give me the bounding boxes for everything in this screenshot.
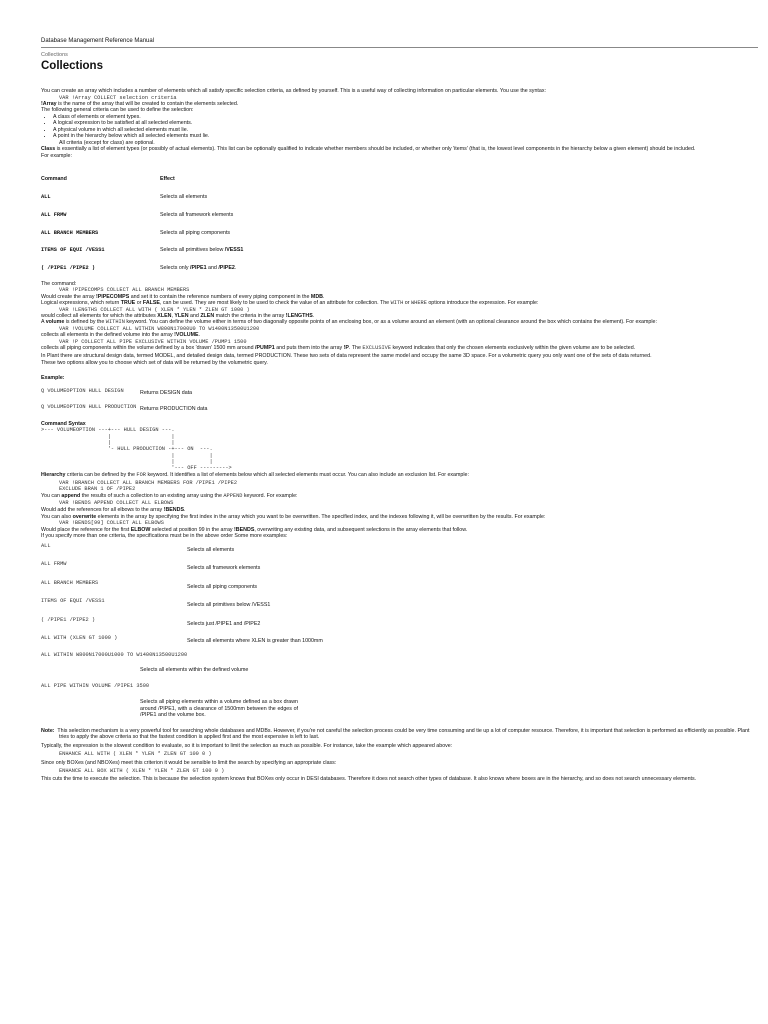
order-paragraph: If you specify more than one criteria, the specifications must be in the above order Some more examples: bbox=[41, 533, 288, 540]
example-desc: Selects all piping components bbox=[187, 583, 258, 590]
table-cell-effect: Selects only /PIPE1 and /PIPE2. bbox=[160, 265, 237, 272]
vol-example-desc: Returns DESIGN data bbox=[140, 389, 193, 396]
hierarchy-paragraph: Hierarchy criteria can be defined by the FOR keyword. It identifies a list of elements below which all selected elements must occur. You can also include an exclusion list. For example: bbox=[41, 471, 469, 478]
table-cell-command: ALL BRANCH MEMBERS bbox=[41, 229, 99, 236]
examples-table bbox=[41, 543, 758, 645]
boxes-paragraph: Since only BOXes (and NBOXes) meet this criterion it would be sensible to limit the search by specifying an appropriate class: bbox=[41, 759, 337, 766]
for-example: For example: bbox=[41, 152, 72, 159]
syntax-diagram: >--- VOLUMEOPTION ---+--- HULL DESIGN ---. | | | | '- HULL PRODUCTION -+--- ON ---. | | | | '--- OFF ---------> bbox=[41, 427, 232, 472]
volume-paragraph: A volume is defined by the WITHIN keyword. You can define the volume either in terms of two diagonally opposite points of an enclosing box, or as a volume around an element (with an optional clearance around the box which contains the element). For example: bbox=[41, 319, 657, 326]
vol-example-row bbox=[41, 388, 758, 397]
table-cell-effect: Selects all piping components bbox=[160, 229, 231, 236]
vol-example-desc: Returns PRODUCTION data bbox=[140, 406, 208, 413]
within-example-desc: Selects all elements within the defined volume bbox=[140, 667, 249, 674]
volume-collect-paragraph: collects all elements in the defined volume into the array !VOLUME. bbox=[41, 332, 201, 339]
page-title: Collections bbox=[41, 60, 103, 72]
syntax-code: VAR !Array COLLECT selection criteria bbox=[59, 94, 177, 101]
example-desc: Selects all primitives below /VESS1 bbox=[187, 602, 271, 609]
example-label: Example: bbox=[41, 375, 65, 382]
code-enhance: ENHANCE ALL WITH ( XLEN * YLEN * ZLEN GT 100 0 ) bbox=[59, 751, 212, 758]
example-desc: Selects just /PIPE1 and /PIPE2 bbox=[187, 620, 261, 627]
pipe-example-cmd: ALL PIPE WITHIN VOLUME /PIPE1 3500 bbox=[41, 682, 150, 689]
table-cell-command: ALL bbox=[41, 194, 51, 201]
note-label: Note: bbox=[41, 727, 55, 734]
table-cell-effect: Selects all framework elements bbox=[160, 211, 234, 218]
criteria-intro: The following general criteria can be used to define the selection: bbox=[41, 107, 194, 114]
exclusive-paragraph: collects all piping components within the volume defined by a box 'drawn' 1500 mm around /PUMP1 and puts them into the array !P. The EXCLUSIVE keyword indicates that only the chosen elements exclusively within the given volume are to be selected. bbox=[41, 344, 636, 351]
vol-example-row bbox=[41, 404, 758, 413]
array-term: !Array bbox=[41, 100, 57, 107]
cuts-time-paragraph: This cuts the time to execute the selection. This is because the selection system knows that BOXes only occur in DESI databases. Therefore it does not search other types of database. It also knows where boxes are in the hierarchy, and so does not search unnecessary elements. bbox=[41, 776, 697, 783]
section-breadcrumb: Collections bbox=[41, 52, 68, 58]
table-cell-effect: Selects all primitives below /VESS1 bbox=[160, 247, 244, 254]
command-table bbox=[41, 176, 758, 271]
vol-example-cmd: Q VOLUMEOPTION HULL PRODUCTION bbox=[41, 404, 137, 411]
pipecomps-paragraph: Would create the array !PIPECOMPS and set it to contain the reference numbers of every piping component in the MDB. bbox=[41, 293, 325, 300]
elbow-paragraph: Would place the reference for the first ELBOW selected at position 99 in the array !BENDS, overwriting any existing data, and subsequent selections in the array elements that follow. bbox=[41, 526, 468, 533]
example-desc: Selects all elements where XLEN is greater than 1000mm bbox=[187, 638, 323, 645]
list-item: • A logical expression to be satisfied at all selected elements. bbox=[53, 120, 758, 127]
criteria-list bbox=[41, 114, 758, 140]
code-overwrite: VAR !BENDS[99] COLLECT ALL ELBOWS bbox=[59, 520, 164, 527]
example-cmd: ( /PIPE1 /PIPE2 ) bbox=[41, 616, 96, 623]
note-paragraph bbox=[41, 728, 758, 741]
expression-paragraph: Typically, the expression is the slowest condition to evaluate, so it is important to limit the selection as much as possible. For instance, take the example which appeared above: bbox=[41, 742, 453, 749]
note-text: This selection mechanism is a very powerful tool for searching whole databases and MDBs. However, if you're not careful the selection process could be very time consuming and tie up a lot of computer resource. Therefore, it is important that selection is performed as efficiently as possible. Plant tries to apply the above criteria so that the fastest condition is applied first and the most expensive is left to last. bbox=[57, 727, 750, 741]
lengths-paragraph: would collect all elements for which the attributes XLEN, YLEN and ZLEN match the criteria in the array !LENGTHS. bbox=[41, 312, 315, 319]
list-item: • A point in the hierarchy below which all selected elements must lie. bbox=[53, 133, 758, 140]
overwrite-paragraph: You can also overwrite elements in the array by specifying the first index in the array which you want to be overwritten. The specified index, and the indexes following it, will be overwritten by the results. For example: bbox=[41, 513, 546, 520]
class-term: Class bbox=[41, 146, 56, 153]
list-item: • A physical volume in which all selected elements must lie. bbox=[53, 127, 758, 134]
class-desc: is essentially a list of element types (or possibly of actual elements). This list can be optionally qualified to indicate whether members should be included, or whether only 'items' (that is, the lowest level components in the hierarchy below a given element) should be included. bbox=[55, 146, 696, 153]
pipe-example-desc: Selects all piping elements within a volume defined as a box drawn around /PIPE1, with a clearance of 1500mm between the edges of /PIPE1 and the volume box. bbox=[140, 699, 298, 719]
plant-paragraph: In Plant there are structural design data, termed MODEL, and detailed design data, termed PRODUCTION. These two sets of data represent the same model and occupy the same 3D space. For a volumetric query you only want one of the sets of data returned. bbox=[41, 353, 652, 360]
table-header-command: Command bbox=[41, 176, 67, 183]
code-volume: VAR !VOLUME COLLECT ALL WITHIN W800N17000U0 TO W1400N13500U1200 bbox=[59, 325, 260, 332]
example-cmd: ALL bbox=[41, 542, 51, 549]
intro-paragraph: You can create an array which includes a number of elements which all satisfy specific selection criteria, as defined by yourself. This is a useful way of collecting information on particular elements. You use the syntax: bbox=[41, 88, 546, 94]
manual-title: Database Management Reference Manual bbox=[41, 38, 155, 44]
code-lengths: VAR !LENGTHS COLLECT ALL WITH ( XLEN * YLEN * ZLEN GT 1000 ) bbox=[59, 306, 250, 313]
example-desc: Selects all framework elements bbox=[187, 565, 261, 572]
bends-paragraph: Would add the references for all elbows to the array !BENDS. bbox=[41, 507, 186, 514]
code-pipecomps: VAR !PIPECOMPS COLLECT ALL BRANCH MEMBERS bbox=[59, 287, 190, 294]
logical-paragraph: Logical expressions, which return TRUE or FALSE, can be used. They are most likely to be used to check the value of an attribute for collection. The WITH or WHERE options introduce the expression. For example: bbox=[41, 300, 539, 307]
table-header-effect: Effect bbox=[160, 176, 175, 183]
code-exclusive: VAR !P COLLECT ALL PIPE EXCLUSIVE WITHIN VOLUME /PUMP1 1500 bbox=[59, 338, 247, 345]
list-item: • A class of elements or element types. bbox=[53, 114, 758, 121]
class-paragraph bbox=[41, 146, 758, 153]
table-cell-command: ( /PIPE1 /PIPE2 ) bbox=[41, 265, 96, 272]
syntax-label: Command Syntax bbox=[41, 420, 86, 427]
example-cmd: ITEMS OF EQUI /VESS1 bbox=[41, 598, 105, 605]
options-paragraph: These two options allow you to choose which set of data will be returned by the volumetric query. bbox=[41, 359, 268, 366]
table-cell-command: ITEMS OF EQUI /VESS1 bbox=[41, 247, 105, 254]
document-body bbox=[41, 88, 758, 783]
code-append: VAR !BENDS APPEND COLLECT ALL ELBOWS bbox=[59, 500, 174, 507]
example-cmd: ALL WITH (XLEN GT 1000 ) bbox=[41, 635, 118, 642]
code-enhance-box: ENHANCE ALL BOX WITH ( XLEN * YLEN * ZLEN GT 100 0 ) bbox=[59, 768, 225, 775]
vol-example-cmd: Q VOLUMEOPTION HULL DESIGN bbox=[41, 387, 124, 394]
header-divider bbox=[41, 47, 758, 48]
table-cell-command: ALL FRMW bbox=[41, 211, 67, 218]
criteria-note: All criteria (except for class) are optional. bbox=[59, 139, 155, 146]
code-branch: VAR !BRANCH COLLECT ALL BRANCH MEMBERS FOR /PIPE1 /PIPE2 EXCLUDE BRAN 1 OF /PIPE2 bbox=[59, 480, 238, 493]
within-example-cmd: ALL WITHIN W800N17000U1000 TO W1400N13500U1200 bbox=[41, 651, 188, 658]
append-paragraph: You can append the results of such a collection to an existing array using the APPEND keyword. For example: bbox=[41, 492, 298, 499]
table-cell-effect: Selects all elements bbox=[160, 194, 208, 201]
example-cmd: ALL BRANCH MEMBERS bbox=[41, 579, 99, 586]
example-desc: Selects all elements bbox=[187, 546, 235, 553]
array-desc: is the name of the array that will be created to contain the elements selected. bbox=[56, 100, 239, 107]
example-cmd: ALL FRMW bbox=[41, 561, 67, 568]
the-command-label: The command: bbox=[41, 280, 77, 287]
